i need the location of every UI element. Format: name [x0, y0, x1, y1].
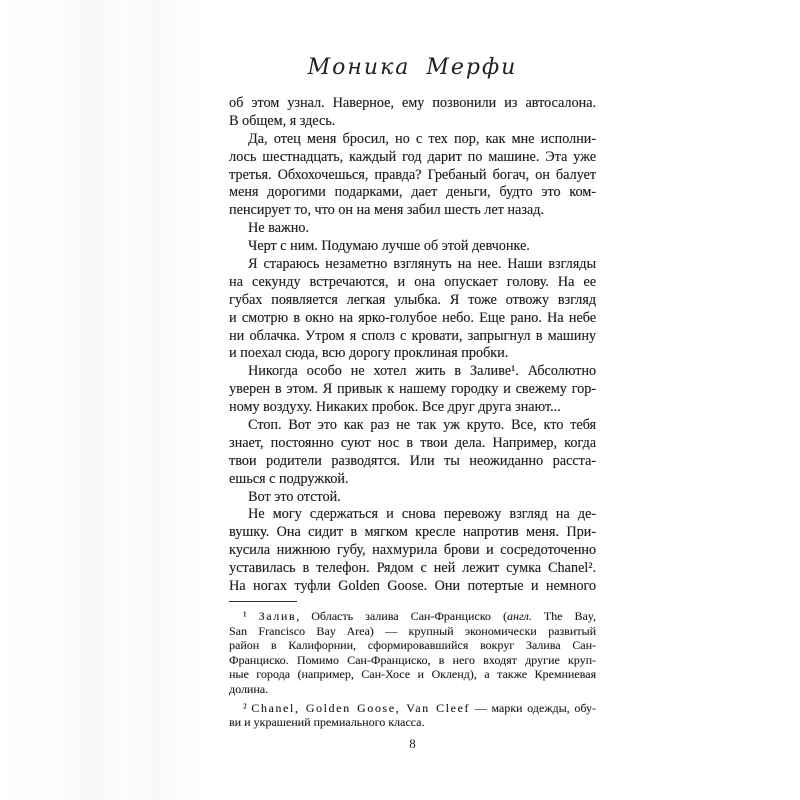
body-text: [229, 95, 596, 596]
paragraph: [229, 256, 596, 363]
body-line: Я стараюсь незаметно взглянуть на нее. Наши взгляды: [248, 256, 596, 273]
footnote-line: [229, 609, 596, 624]
paragraph: [229, 489, 596, 507]
body-line: ни облачка. Утром я сполз с кровати, запрыгнул в машину: [229, 327, 596, 344]
author-name: Моника Мерфи: [307, 55, 518, 80]
body-line: кусила нижнюю губу, нахмурила брови и сосредоточенно: [229, 542, 596, 559]
paragraph: [229, 95, 596, 131]
footnote-line: долина.: [229, 681, 269, 696]
paragraph: [229, 238, 596, 256]
body-line: На ногах туфли Golden Goose. Они потертые и немного: [229, 578, 596, 595]
paragraph: [229, 506, 596, 595]
footnote: [229, 701, 596, 730]
footnote-line: San Francisco Bay Area) — крупный экономически развитый: [229, 623, 596, 638]
body-line: Стоп. Вот это как раз не так уж круто. Все, кто тебя: [248, 417, 596, 434]
body-line: Да, отец меня бросил, но с тех пор, как мне исполни-: [248, 130, 596, 147]
footnote: [229, 609, 596, 697]
paragraph: [229, 220, 596, 238]
text-segment: — марки одежды, обу-: [470, 700, 596, 715]
scan-artifact: [0, 0, 215, 800]
footnote-list: [229, 609, 596, 730]
body-line: ешься с подружкой.: [229, 470, 349, 487]
footnote-line: ные города (например, Сан-Хосе и Окленд), а также Кремниевая: [229, 667, 596, 682]
body-line: пенсирует то, что он на меня забил шесть лет назад.: [229, 202, 544, 219]
text-column: [229, 0, 596, 800]
body-line: Не важно.: [248, 220, 309, 237]
body-line: Никогда особо не хотел жить в Заливе¹. Абсолютно: [248, 363, 596, 380]
body-line: на секунду встречаются, и она опускает голову. На ее: [229, 273, 596, 290]
footnote-line: ви и украшений премиального класса.: [229, 715, 425, 730]
text-segment: ¹: [243, 609, 259, 623]
body-line: В общем, я здесь.: [229, 112, 336, 129]
body-line: губах появляется легкая улыбка. Я тоже отвожу взгляд: [229, 291, 596, 308]
body-line: вушку. Она сидит в мягком кресле напротив меня. При-: [229, 524, 596, 541]
text-segment: Залив: [258, 609, 297, 623]
body-line: об этом узнал. Наверное, ему позвонили из автосалона.: [229, 95, 596, 111]
text-segment: ²: [243, 700, 252, 715]
body-line: уставилась в телефон. Рядом с ней лежит сумка Chanel².: [229, 560, 596, 577]
footnotes: [229, 601, 596, 730]
paragraph: [229, 417, 596, 489]
body-line: твои родители разводятся. Или ты неожиданно расста-: [229, 452, 596, 469]
page-number: 8: [409, 736, 416, 751]
body-line: знает, постоянно суют нос в твои дела. Например, когда: [229, 434, 596, 451]
text-segment: англ.: [506, 609, 532, 623]
text-segment: Chanel, Golden Goose, Van Cleef: [251, 700, 470, 715]
body-line: Черт с ним. Подумаю лучше об этой девчонке.: [248, 238, 530, 255]
body-line: Вот это отстой.: [248, 488, 341, 505]
body-line: меня дорогими подарками, дает деньги, будто это ком-: [229, 184, 596, 201]
body-line: и поехал сюда, всю дорогу проклиная пробки.: [229, 345, 509, 362]
text-segment: , Область залива Сан-Франциско (: [296, 609, 507, 623]
footnote-line: район в Калифорнии, сформировавшийся вокруг Залива Сан-: [229, 638, 596, 653]
text-segment: The Bay,: [531, 609, 596, 623]
body-line: и смотрю в окно на ярко-голубое небо. Еще рано. На небе: [229, 309, 596, 326]
body-line: Не могу сдержаться и снова перевожу взгляд на де-: [248, 506, 596, 523]
footnote-line: Франциско. Помимо Сан-Франциско, в него входят другие круп-: [229, 652, 596, 667]
body-line: ному воздуху. Никаких пробок. Все друг друга знают...: [229, 399, 561, 416]
paragraph: [229, 131, 596, 220]
footnote-separator: [229, 601, 297, 602]
body-line: третья. Обхохочешься, правда? Гребаный богач, он балует: [229, 166, 596, 183]
paragraph: [229, 363, 596, 417]
body-line: лось шестнадцать, каждый год дарит по машине. Эта уже: [229, 148, 596, 165]
footnote-line: [229, 701, 596, 716]
body-line: уверен в этом. Я привык к нашему городку и свежему гор-: [229, 381, 596, 398]
